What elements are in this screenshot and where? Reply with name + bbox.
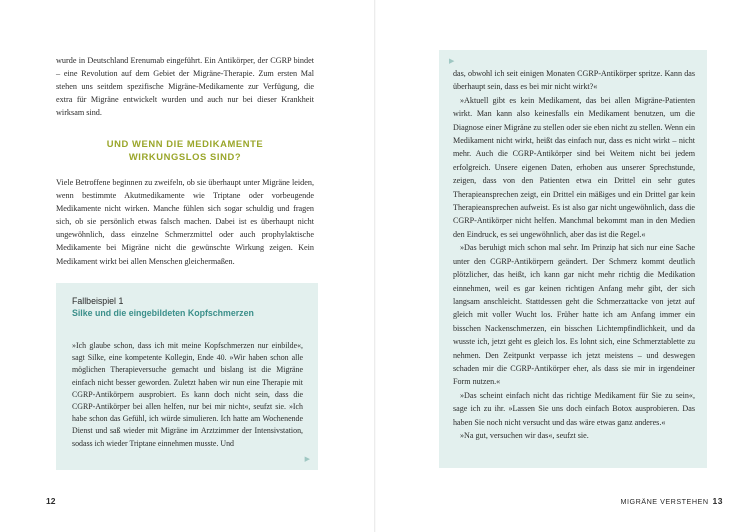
dialogue-paragraph: »Aktuell gibt es kein Medikament, das bei allen Migräne-Patienten wirkt. Man kann also keinesfalls ein Medikament benutzen, um die Diagnose einer Migräne zu stellen oder sie eben nicht zu stellen. Wenn ein Medikament nicht wirkt, heißt das einfach nur, dass es nicht wirkt – nicht mehr. Auch die CGRP-Antikörper sind bei Weitem nicht bei jedem erfolgreich. Unsere eigenen Daten, erhoben aus unserer Sprechstunde, zeigen, dass von den Patienten etwa ein Drittel ein sehr gutes Therapieansprechen zeigt, ein Drittel ein mäßiges und ein Drittel gar kein Therapieansprechen aufweist. Es ist also gar nicht ungewöhnlich, dass die CGRP-Antikörper nicht helfen. Manchmal bekommt man in den Medien den Eindruck, es sei ungewöhnlich, aber das ist die Regel.« <box>453 95 695 239</box>
page-number: 13 <box>712 496 723 506</box>
case-study-continuation-text <box>453 67 695 442</box>
page-footer <box>621 496 723 506</box>
section-heading-line: WIRKUNGSLOS SIND? <box>128 150 242 162</box>
body-paragraph: wurde in Deutschland Erenumab eingeführt. Ein Antikörper, der CGRP bindet – eine Revolution auf dem Gebiet der Migräne-Therapie. Zum ersten Mal stehen uns seitdem spezifische Migräne-Medikamente zur Verfügung, die extra für Migräne entwickelt wurden und auch nur bei dieser Krankheit wirksam sind. <box>56 56 314 118</box>
right-page <box>375 0 750 532</box>
case-study-label: Fallbeispiel 1 <box>72 296 124 306</box>
running-head: MIGRÄNE VERSTEHEN <box>620 497 709 506</box>
body-paragraph: Viele Betroffene beginnen zu zweifeln, ob sie überhaupt unter Migräne leiden, wenn bestimmte Akutmedikamente wie Triptane oder vorbeugende Medikamente nicht wirken. Manche fühlen sich sogar schuldig und fragen sich, ob sie persönlich etwas falsch machen. Dabei ist es überhaupt nicht ungewöhnlich, dass einzelne Schmerzmittel oder auch prophylaktische Medikamente bei Migräne nicht die gewünschte Wirkung zeigen. Kein Medikament wirkt bei allen Menschen gleichermaßen. <box>56 178 314 266</box>
triangle-right-icon: ▶ <box>449 57 455 65</box>
case-study-continuation-box <box>439 50 707 468</box>
case-study-box <box>56 283 318 470</box>
case-study-title: Silke und die eingebildeten Kopfschmerzen <box>72 308 254 318</box>
triangle-right-icon: ▶ <box>304 455 310 463</box>
section-heading-line: UND WENN DIE MEDIKAMENTE <box>106 138 264 149</box>
dialogue-paragraph: das, obwohl ich seit einigen Monaten CGRP-Antikörper spritze. Kann das überhaupt sein, dass es bei mir nicht wirkt?« <box>453 69 695 92</box>
page-number: 12 <box>46 496 56 506</box>
case-study-text: »Ich glaube schon, dass ich mit meine Kopfschmerzen nur einbilde«, sagt Silke, eine kompetente Kollegin, Ende 40. »Wir haben schon alle möglichen Therapieversuche gemacht und bislang ist die Migräne einfach nicht besser geworden. Zuletzt haben wir nun eine Therapie mit CGRP-Antikörpern ausprobiert. Es kann doch nicht sein, dass die CGRP-Antikörper bei allen helfen, nur bei mir nicht«, seufzt sie. »Ich habe schon das Gefühl, ich würde simulieren. Ich hatte am Wochenende Dienst und saß wieder mit Migräne im Arztzimmer der Intensivstation, sodass ich wieder Triptane einnehmen musste. Und <box>72 341 303 448</box>
dialogue-paragraph: »Das scheint einfach nicht das richtige Medikament für Sie zu sein«, sage ich zu ihr. »Lassen Sie uns doch einfach Botox ausprobieren. Das haben Sie noch nicht versucht und das wäre etwas ganz anderes.« <box>453 390 695 427</box>
dialogue-paragraph: »Das beruhigt mich schon mal sehr. Im Prinzip hat sich nur eine Sache unter den CGRP-Antikörpern geändert. Der Schmerz kommt deutlich plötzlicher, das heißt, ich kann gar nicht mehr richtig die Medikation einnehmen, weil es gar keinen richtigen Anfang mehr gibt, der sich langsam anschleicht. Stattdessen geht die Schmerzattacke von jetzt auf gleich mit voller Wucht los. Früher hatte ich am Anfang immer ein bisschen Nackenschmerzen, ein bisschen Lichtempfindlichkeit, und da wusste ich, jetzt geht es gleich los. Es lohnt sich, eine Schmerztablette zu nehmen. Den Zeitpunkt verpasse ich jetzt meistens – und deswegen schaden mir die CGRP-Antikörper eher, als dass sie mir in irgendeiner Form nutzen.« <box>453 243 695 387</box>
section-heading <box>56 138 314 163</box>
dialogue-paragraph: »Na gut, versuchen wir das«, seufzt sie. <box>460 430 589 440</box>
case-study-header <box>72 295 304 319</box>
